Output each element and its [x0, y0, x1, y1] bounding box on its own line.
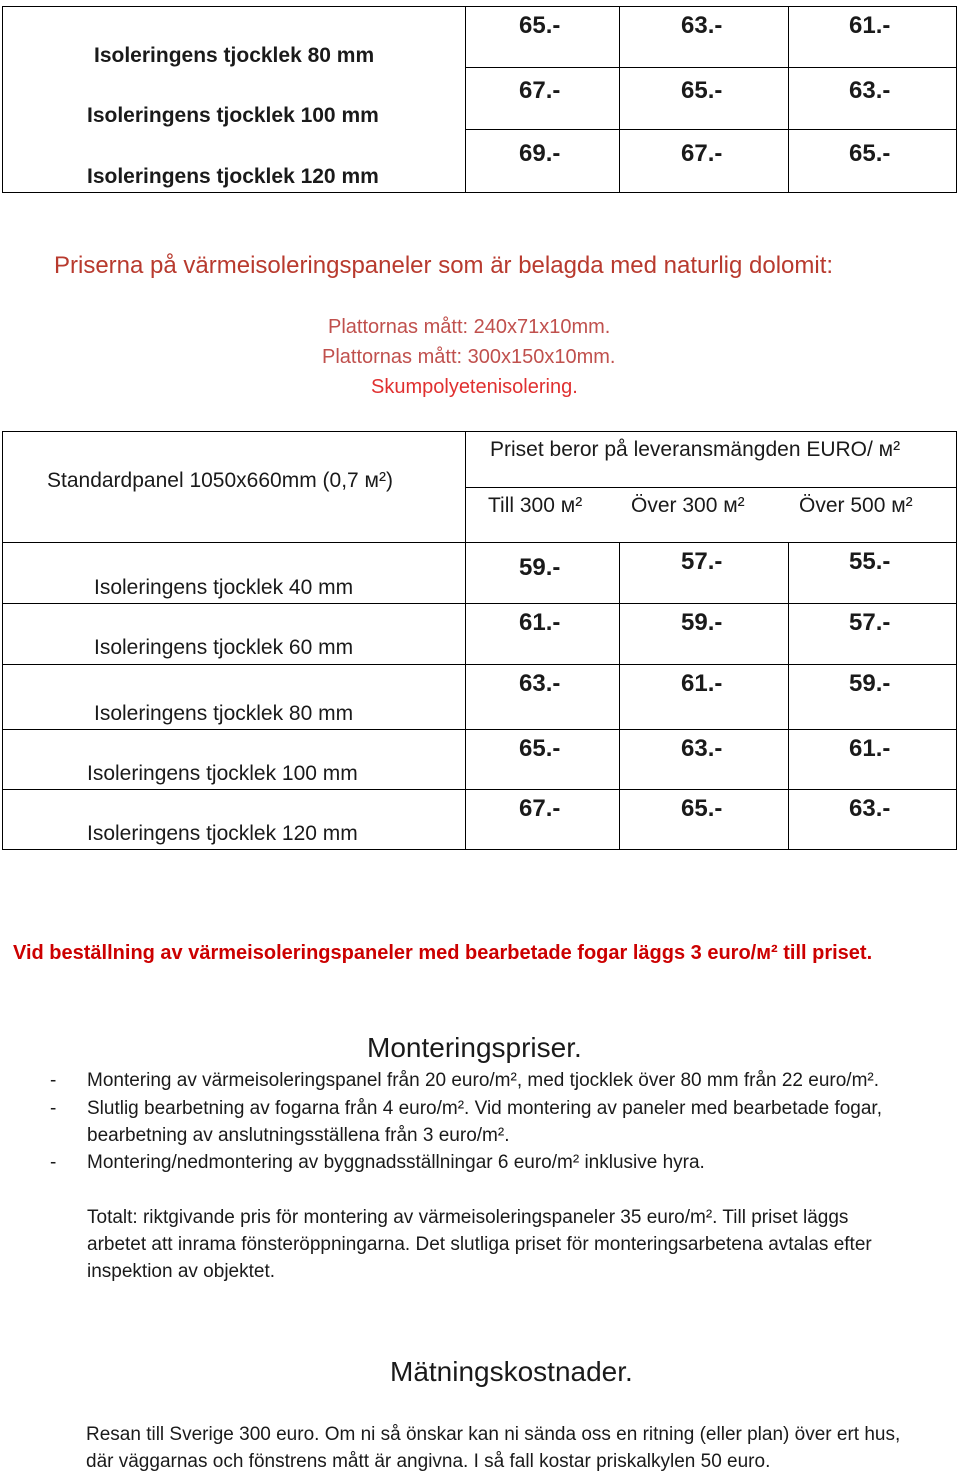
table-divider [2, 729, 957, 730]
row-label: Isoleringens tjocklek 80 mm [94, 44, 375, 67]
table-divider [2, 789, 957, 790]
price-cell: 65.- [849, 140, 891, 167]
row-label: Isoleringens tjocklek 100 mm [87, 104, 379, 127]
price-cell: 59.- [681, 609, 723, 636]
table-divider [465, 431, 466, 850]
mounting-total-cont: arbetet att inrama fönsteröppningarna. Det slutliga priset för monteringsarbetena avtalas efter [87, 1234, 872, 1255]
price-cell: 65.- [681, 77, 723, 104]
measure-title: Mätningskostnader. [390, 1356, 633, 1387]
row-label: Isoleringens tjocklek 80 mm [94, 702, 354, 725]
dolomite-size-2: Plattornas mått: 300x150x10mm. [322, 346, 616, 368]
price-cell: 65.- [681, 795, 723, 822]
mounting-title: Monteringspriser. [367, 1032, 582, 1063]
price-cell: 63.- [849, 77, 891, 104]
price-cell: 63.- [681, 12, 723, 39]
price-cell: 69.- [519, 140, 561, 167]
price-header: Priset beror på leveransmängden EURO/ м² [490, 438, 901, 461]
price-cell: 61.- [519, 609, 561, 636]
price-cell: 63.- [519, 670, 561, 697]
row-label: Isoleringens tjocklek 120 mm [87, 165, 379, 188]
price-cell: 57.- [681, 548, 723, 575]
mounting-item-2: Slutlig bearbetning av fogarna från 4 euro/m². Vid montering av paneler med bearbetade fogar, [87, 1098, 882, 1119]
joint-surcharge-notice: Vid beställning av värmeisoleringspaneler med bearbetade fogar läggs 3 euro/м² till priset. [13, 942, 873, 964]
column-header: Över 300 м² [631, 494, 745, 517]
table-divider [619, 542, 620, 850]
bullet-marker: - [50, 1070, 57, 1091]
bullet-marker: - [50, 1152, 57, 1173]
table-divider [465, 129, 957, 130]
table-divider [465, 67, 957, 68]
price-cell: 67.- [519, 795, 561, 822]
table-divider [2, 603, 957, 604]
table-divider [2, 542, 957, 543]
table-divider [788, 542, 789, 850]
table-divider [619, 6, 620, 193]
price-cell: 61.- [849, 12, 891, 39]
measure-text: Resan till Sverige 300 euro. Om ni så önskar kan ni sända oss en ritning (eller plan) över ert hus, [86, 1424, 901, 1445]
table-divider [465, 487, 957, 488]
price-cell: 61.- [681, 670, 723, 697]
price-cell: 65.- [519, 735, 561, 762]
bullet-marker: - [50, 1098, 57, 1119]
column-header: Till 300 м² [488, 494, 583, 517]
price-cell: 65.- [519, 12, 561, 39]
price-cell: 59.- [519, 554, 561, 581]
price-cell: 59.- [849, 670, 891, 697]
table-divider [2, 664, 957, 665]
mounting-item-1: Montering av värmeisoleringspanel från 20 euro/m², med tjocklek över 80 mm från 22 euro/m². [87, 1070, 880, 1091]
price-cell: 67.- [681, 140, 723, 167]
table-divider [788, 6, 789, 193]
panel-label: Standardpanel 1050x660mm (0,7 м²) [47, 469, 393, 492]
price-cell: 55.- [849, 548, 891, 575]
dolomite-size-1: Plattornas mått: 240x71x10mm. [328, 316, 611, 338]
price-cell: 63.- [681, 735, 723, 762]
dolomite-insulation: Skumpolyetenisolering. [371, 376, 578, 398]
price-cell: 63.- [849, 795, 891, 822]
table-divider [465, 6, 466, 193]
row-label: Isoleringens tjocklek 60 mm [94, 636, 354, 659]
mounting-item-2-cont: bearbetning av anslutningsställena från 3 euro/m². [87, 1125, 510, 1146]
row-label: Isoleringens tjocklek 100 mm [87, 762, 358, 785]
column-header: Över 500 м² [799, 494, 913, 517]
mounting-total-cont: inspektion av objektet. [87, 1261, 276, 1282]
measure-text-cont: där väggarnas och fönstrens mått är angivna. I så fall kostar priskalkylen 50 euro. [86, 1451, 771, 1472]
price-cell: 57.- [849, 609, 891, 636]
row-label: Isoleringens tjocklek 40 mm [94, 576, 354, 599]
dolomite-title: Priserna på värmeisoleringspaneler som är belagda med naturlig dolomit: [54, 252, 834, 279]
mounting-item-3: Montering/nedmontering av byggnadsställningar 6 euro/m² inklusive hyra. [87, 1152, 705, 1173]
mounting-total: Totalt: riktgivande pris för montering av värmeisoleringspaneler 35 euro/m². Till priset läggs [87, 1207, 849, 1228]
row-label: Isoleringens tjocklek 120 mm [87, 822, 358, 845]
price-cell: 61.- [849, 735, 891, 762]
price-cell: 67.- [519, 77, 561, 104]
